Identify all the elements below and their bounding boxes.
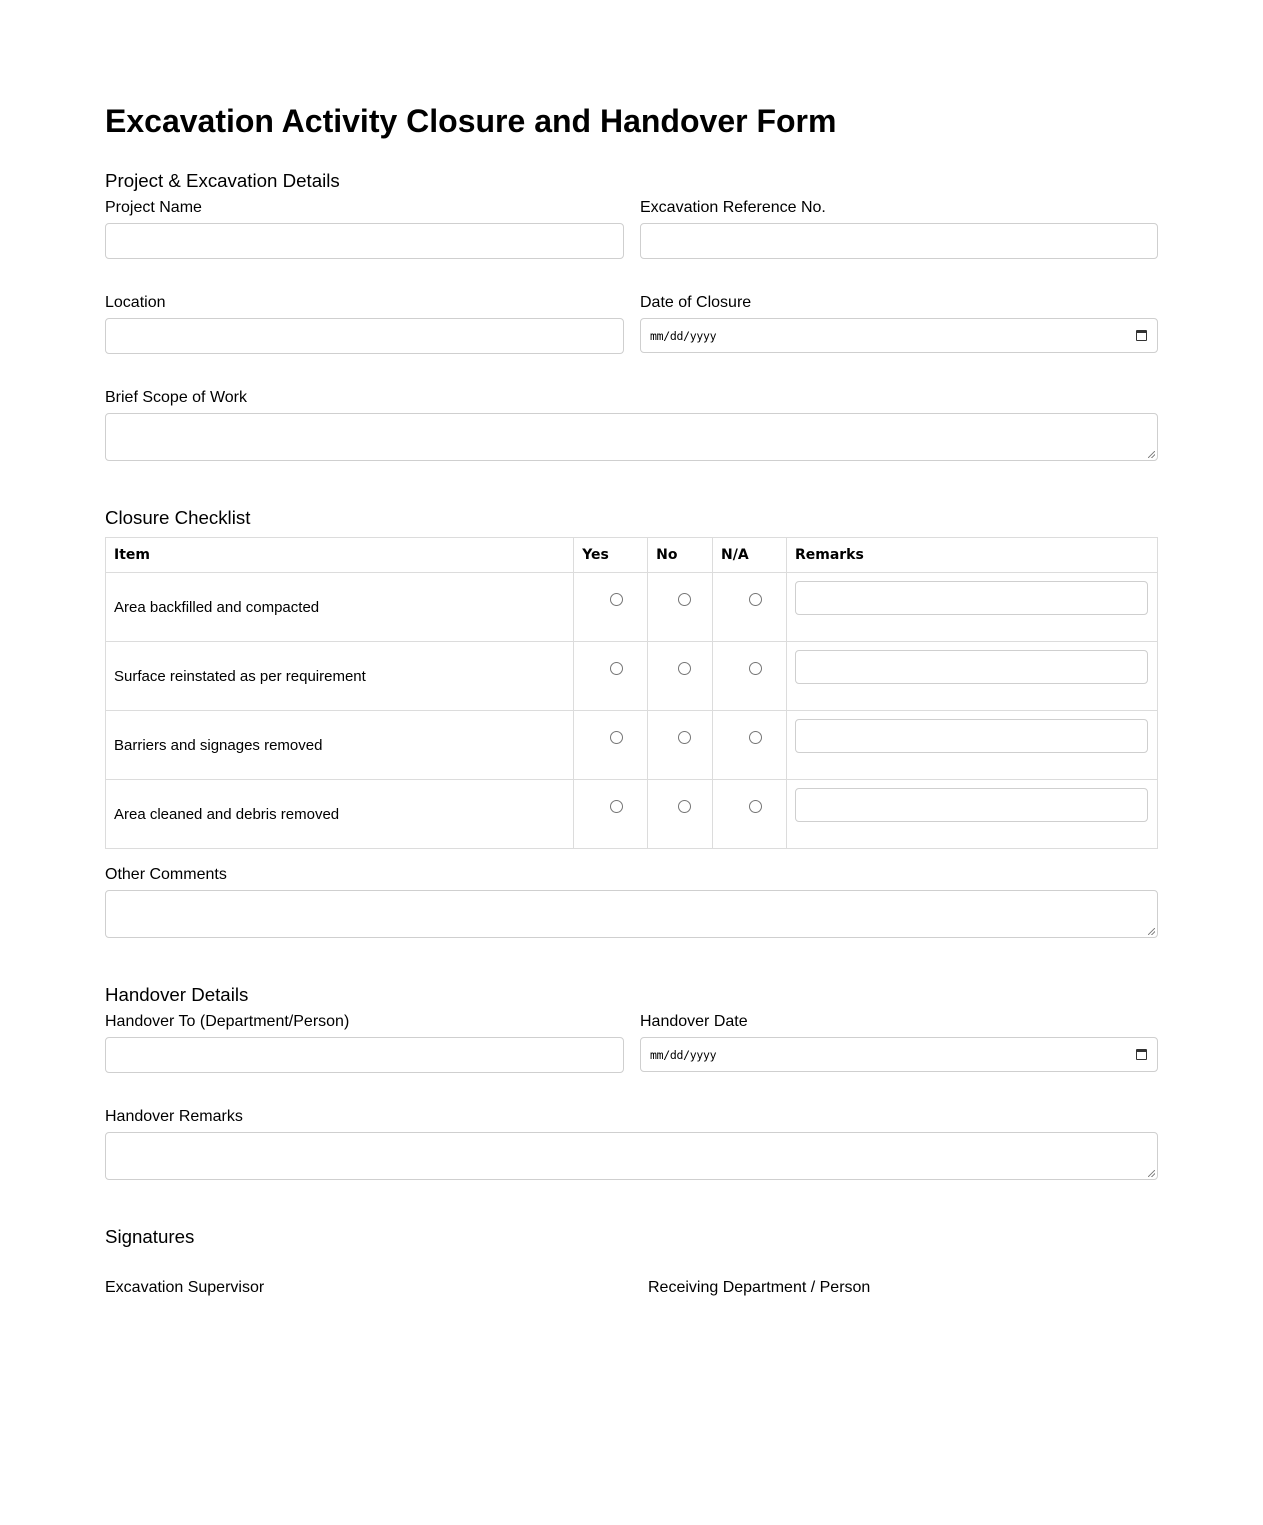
section-heading-signatures: Signatures: [105, 1226, 195, 1247]
calendar-icon[interactable]: [1136, 1049, 1147, 1060]
column-header-no: No: [648, 538, 713, 573]
table-row: [106, 780, 1158, 849]
radio-yes[interactable]: [610, 662, 623, 675]
date-of-closure-label: Date of Closure: [640, 294, 752, 311]
resize-grip-icon[interactable]: [1148, 451, 1155, 458]
resize-grip-icon[interactable]: [1148, 928, 1155, 935]
checklist-item-label: Area cleaned and debris removed: [114, 805, 340, 823]
checklist-item-label: Barriers and signages removed: [114, 736, 323, 754]
section-heading-project: Project & Excavation Details: [105, 170, 340, 191]
handover-remarks-label: Handover Remarks: [105, 1108, 243, 1125]
brief-scope-textarea[interactable]: [105, 413, 1158, 461]
project-name-label: Project Name: [105, 199, 202, 216]
table-header-row: [106, 538, 1158, 573]
handover-to-input[interactable]: [105, 1037, 624, 1073]
radio-na[interactable]: [749, 800, 762, 813]
radio-yes[interactable]: [610, 800, 623, 813]
page-title: Excavation Activity Closure and Handover Form: [105, 103, 837, 139]
remarks-input[interactable]: [795, 719, 1148, 753]
excavation-ref-label: Excavation Reference No.: [640, 199, 826, 216]
column-header-na: N/A: [713, 538, 787, 573]
checklist-item-label: Surface reinstated as per requirement: [114, 667, 366, 685]
project-name-input[interactable]: [105, 223, 624, 259]
column-header-remarks: Remarks: [786, 538, 1157, 573]
handover-remarks-textarea[interactable]: [105, 1132, 1158, 1180]
column-header-yes: Yes: [574, 538, 648, 573]
location-label: Location: [105, 294, 166, 311]
remarks-input[interactable]: [795, 650, 1148, 684]
location-input[interactable]: [105, 318, 624, 354]
handover-date-input[interactable]: [640, 1037, 1158, 1072]
other-comments-label: Other Comments: [105, 866, 227, 883]
radio-no[interactable]: [678, 731, 691, 744]
date-of-closure-input[interactable]: [640, 318, 1158, 353]
radio-no[interactable]: [678, 800, 691, 813]
handover-to-label: Handover To (Department/Person): [105, 1013, 350, 1030]
remarks-input[interactable]: [795, 788, 1148, 822]
excavation-ref-input[interactable]: [640, 223, 1158, 259]
handover-date-label: Handover Date: [640, 1013, 748, 1030]
table-row: [106, 642, 1158, 711]
calendar-icon[interactable]: [1136, 330, 1147, 341]
radio-no[interactable]: [678, 662, 691, 675]
radio-no[interactable]: [678, 593, 691, 606]
section-heading-handover: Handover Details: [105, 984, 249, 1005]
signature-label-supervisor: Excavation Supervisor: [105, 1279, 265, 1296]
closure-checklist-table: [105, 537, 1158, 849]
table-row: [106, 573, 1158, 642]
date-of-closure-placeholder: mm/dd/yyyy: [650, 328, 717, 343]
radio-na[interactable]: [749, 662, 762, 675]
column-header-item: Item: [106, 538, 574, 573]
other-comments-textarea[interactable]: [105, 890, 1158, 938]
handover-date-placeholder: mm/dd/yyyy: [650, 1047, 717, 1062]
brief-scope-label: Brief Scope of Work: [105, 389, 247, 406]
radio-yes[interactable]: [610, 731, 623, 744]
section-heading-checklist: Closure Checklist: [105, 507, 251, 528]
remarks-input[interactable]: [795, 581, 1148, 615]
radio-na[interactable]: [749, 593, 762, 606]
signature-label-receiving: Receiving Department / Person: [648, 1279, 871, 1296]
radio-na[interactable]: [749, 731, 762, 744]
radio-yes[interactable]: [610, 593, 623, 606]
table-row: [106, 711, 1158, 780]
checklist-item-label: Area backfilled and compacted: [114, 598, 320, 616]
resize-grip-icon[interactable]: [1148, 1170, 1155, 1177]
